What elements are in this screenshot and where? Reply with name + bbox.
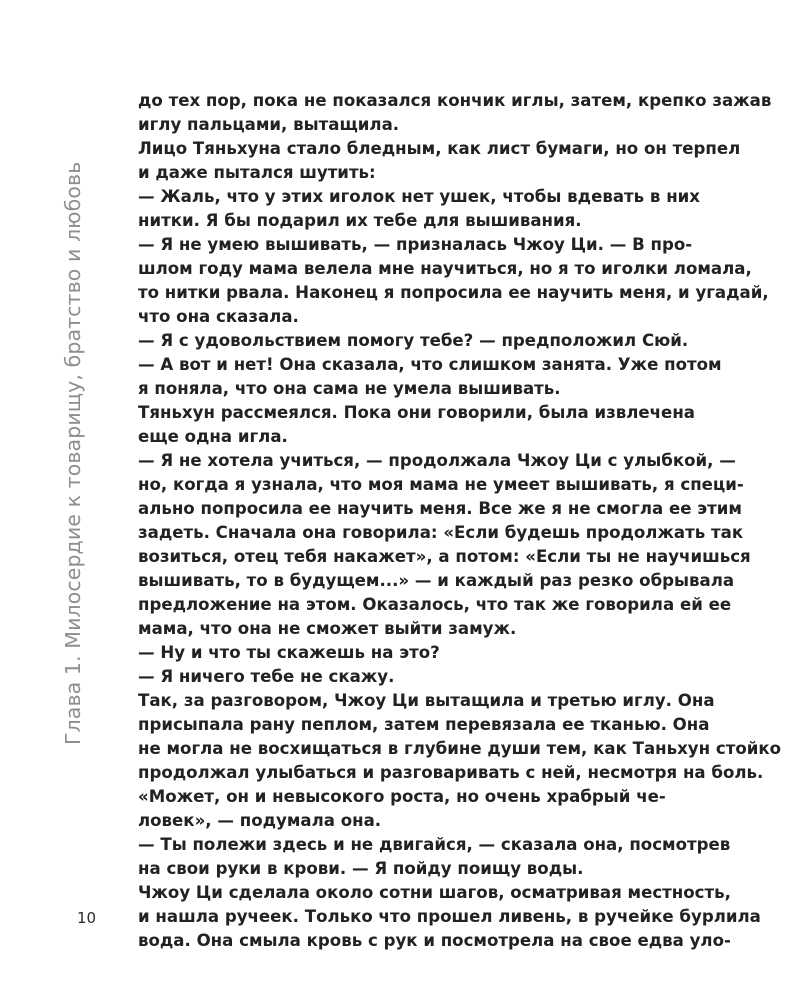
text-line: Чжоу Ци сделала около сотни шагов, осматривая местность, [138, 883, 731, 902]
text-line: ловек», — подумала она. [138, 811, 382, 830]
text-line: задеть. Сначала она говорила: «Если будешь продолжать так [138, 523, 744, 542]
text-line: Тяньхун рассмеялся. Пока они говорили, была извлечена [138, 403, 695, 422]
text-line: вода. Она смыла кровь с рук и посмотрела на свое едва уло- [138, 931, 731, 950]
text-line: что она сказала. [138, 307, 299, 326]
text-line: я поняла, что она сама не умела вышивать. [138, 379, 561, 398]
text-line: продолжал улыбаться и разговаривать с ней, несмотря на боль. [138, 763, 764, 782]
text-line: Лицо Тяньхуна стало бледным, как лист бумаги, но он терпел [138, 139, 741, 158]
text-line: иглу пальцами, вытащила. [138, 115, 400, 134]
page-number: 10 [77, 909, 97, 927]
text-line: Так, за разговором, Чжоу Ци вытащила и третью иглу. Она [138, 691, 715, 710]
text-line: — Ну и что ты скажешь на это? [138, 643, 440, 662]
text-line: — Ты полежи здесь и не двигайся, — сказала она, посмотрев [138, 835, 731, 854]
text-line: до тех пор, пока не показался кончик иглы, затем, крепко зажав [138, 91, 772, 110]
text-line: — Я ничего тебе не скажу. [138, 667, 395, 686]
text-line: — Я с удовольствием помогу тебе? — предположил Сюй. [138, 331, 689, 350]
text-line: предложение на этом. Оказалось, что так же говорила ей ее [138, 595, 732, 614]
text-line: ально попросила ее научить меня. Все же я не смогла ее этим [138, 499, 742, 518]
text-line: — А вот и нет! Она сказала, что слишком занята. Уже потом [138, 355, 722, 374]
text-line: и даже пытался шутить: [138, 163, 376, 182]
text-line: вышивать, то в будущем...» — и каждый раз резко обрывала [138, 571, 735, 590]
text-line: нитки. Я бы подарил их тебе для вышивания. [138, 211, 582, 230]
text-line: на свои руки в крови. — Я пойду поищу воды. [138, 859, 584, 878]
text-line: то нитки рвала. Наконец я попросила ее научить меня, и угадай, [138, 283, 769, 302]
text-line: — Жаль, что у этих иголок нет ушек, чтобы вдевать в них [138, 187, 700, 206]
text-line: присыпала рану пеплом, затем перевязала ее тканью. Она [138, 715, 710, 734]
text-line: но, когда я узнала, что моя мама не умеет вышивать, я специ- [138, 475, 744, 494]
text-line: и нашла ручеек. Только что прошел ливень, в ручейке бурлила [138, 907, 761, 926]
text-line: еще одна игла. [138, 427, 288, 446]
text-line: мама, что она не сможет выйти замуж. [138, 619, 517, 638]
text-line: — Я не хотела учиться, — продолжала Чжоу Ци с улыбкой, — [138, 451, 736, 470]
body-text [138, 89, 782, 953]
text-line: возиться, отец тебя накажет», а потом: «Если ты не научишься [138, 547, 751, 566]
text-line: — Я не умею вышивать, — призналась Чжоу Ци. — В про- [138, 235, 693, 254]
text-line: шлом году мама велела мне научиться, но я то иголки ломала, [138, 259, 752, 278]
text-line: «Может, он и невысокого роста, но очень храбрый че- [138, 787, 666, 806]
text-line: не могла не восхищаться в глубине души тем, как Таньхун стойко [138, 739, 782, 758]
running-head: Глава 1. Милосердие к товарищу, братство и любовь [61, 161, 85, 745]
